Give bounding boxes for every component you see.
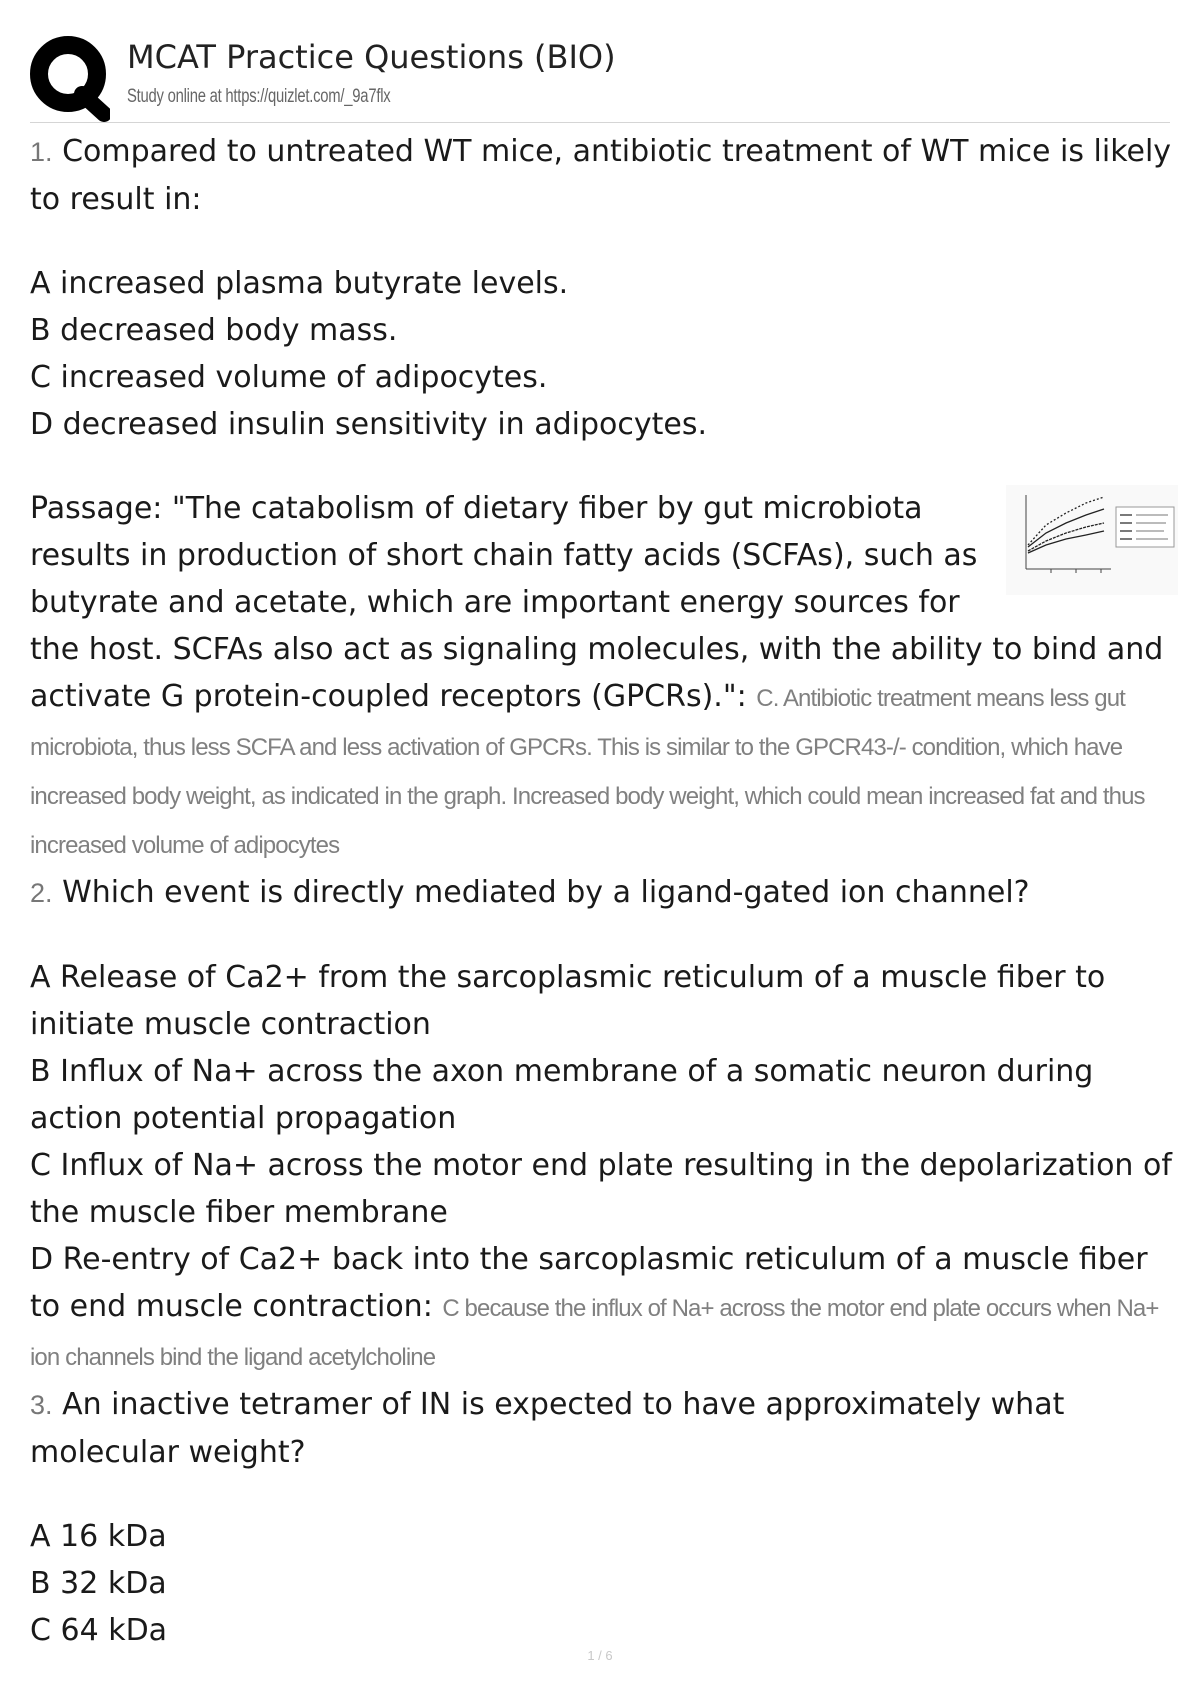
spacer bbox=[30, 223, 1175, 260]
answer-explanation: C. Antibiotic treatment means less gut microbiota, thus less SCFA and less activation of GPCRs. This is similar to the GPCR43-/- condition, which have increased body weight, as indicated in the graph. Increased body weight, which could mean increased fat and thus increased volume of adipocytes bbox=[30, 685, 1145, 859]
option-c: C 64 kDa bbox=[30, 1613, 168, 1648]
option-b: B 32 kDa bbox=[30, 1566, 167, 1601]
option-d: D decreased insulin sensitivity in adipocytes. bbox=[30, 407, 708, 442]
body-weight-graph-figure bbox=[1006, 485, 1178, 595]
question-1 bbox=[30, 128, 1175, 223]
option-d: D Re-entry of Ca2+ back into the sarcoplasmic reticulum of a muscle fiber to end muscle contraction: bbox=[30, 1242, 1148, 1324]
option-b: B decreased body mass. bbox=[30, 313, 398, 348]
option-c: C Influx of Na+ across the motor end plate resulting in the depolarization of the muscle fiber membrane bbox=[30, 1148, 1172, 1230]
header-divider bbox=[30, 122, 1170, 123]
option-b: B Influx of Na+ across the axon membrane of a somatic neuron during action potential propagation bbox=[30, 1054, 1094, 1136]
option-a: A Release of Ca2+ from the sarcoplasmic reticulum of a muscle fiber to initiate muscle contraction bbox=[30, 960, 1106, 1042]
passage-text: Passage: "The catabolism of dietary fiber by gut microbiota results in production of short chain fatty acids (SCFAs), such as butyrate and acetate, which are important energy sources for the host. SCFAs also act as signaling molecules, with the ability to bind and activate G protein-coupled receptors (GPCRs).": bbox=[30, 491, 1164, 714]
document-title: MCAT Practice Questions (BIO) bbox=[127, 38, 616, 76]
study-online-link[interactable]: Study online at https://quizlet.com/_9a7flx bbox=[127, 86, 391, 107]
spacer bbox=[30, 1476, 1175, 1513]
question-text: Compared to untreated WT mice, antibiotic treatment of WT mice is likely to result in: bbox=[30, 134, 1172, 217]
option-a: A 16 kDa bbox=[30, 1519, 167, 1554]
question-number: 1. bbox=[30, 137, 53, 167]
option-c: C increased volume of adipocytes. bbox=[30, 360, 548, 395]
quizlet-logo-icon bbox=[30, 32, 110, 122]
question-1-passage bbox=[30, 485, 1175, 869]
question-number: 3. bbox=[30, 1390, 53, 1420]
spacer bbox=[30, 917, 1175, 954]
option-d-with-answer bbox=[30, 1236, 1175, 1381]
question-number: 2. bbox=[30, 878, 53, 908]
option-a: A increased plasma butyrate levels. bbox=[30, 266, 569, 301]
page-header bbox=[30, 30, 1170, 126]
question-3 bbox=[30, 1381, 1175, 1476]
question-text: An inactive tetramer of IN is expected to have approximately what molecular weight? bbox=[30, 1387, 1065, 1470]
page-number: 1 / 6 bbox=[587, 1648, 613, 1663]
question-text: Which event is directly mediated by a ligand-gated ion channel? bbox=[62, 875, 1030, 910]
spacer bbox=[30, 448, 1175, 485]
answer-explanation: C because the influx of Na+ across the motor end plate occurs when Na+ ion channels bind the ligand acetylcholine bbox=[30, 1295, 1159, 1371]
questions-content bbox=[30, 128, 1175, 1654]
question-2 bbox=[30, 869, 1175, 917]
